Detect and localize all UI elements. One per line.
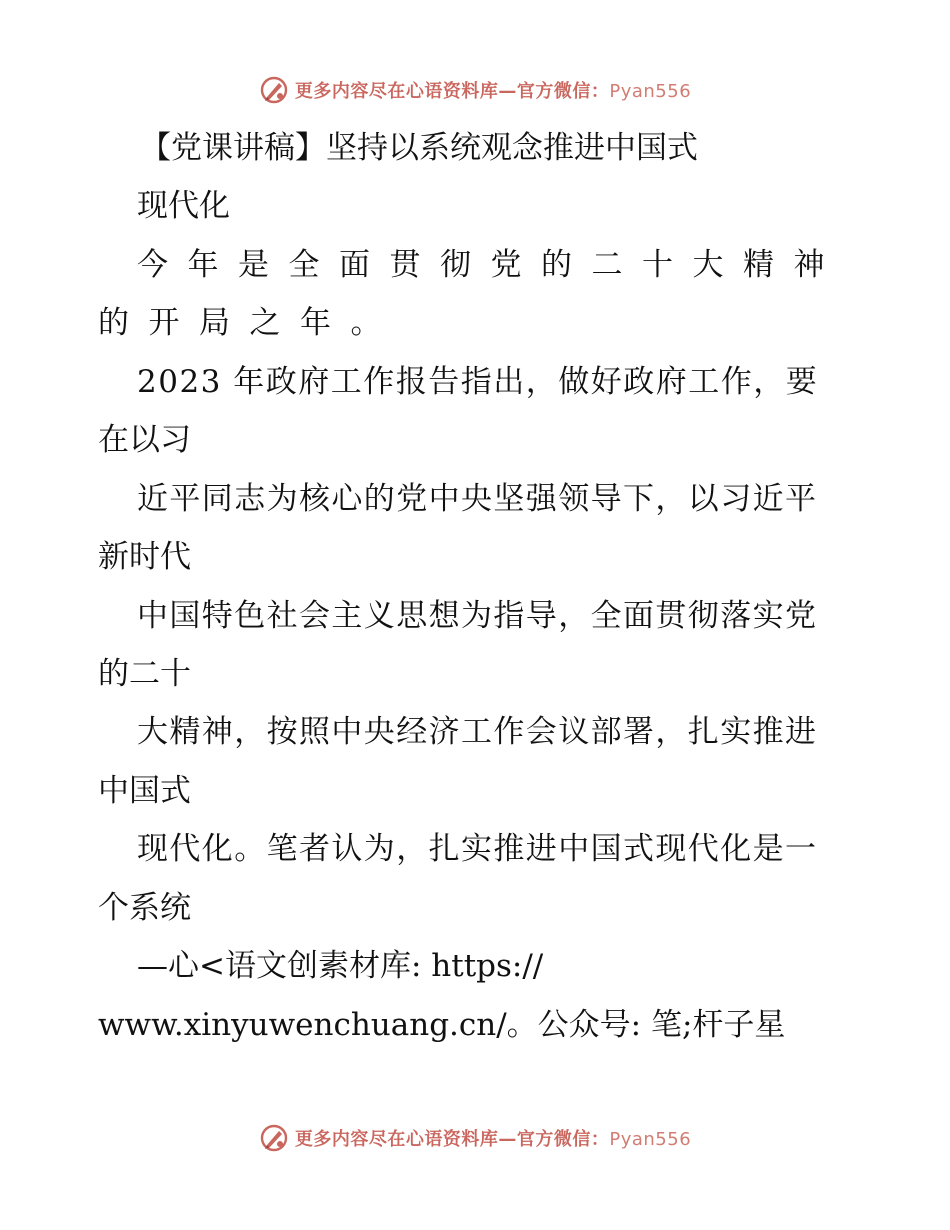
source-line-2: www.xinyuwenchuang.cn/。公众号: 笔;杆子星 [98,1007,786,1043]
paragraph-2-line-6: 的二十 [98,656,191,692]
paragraph-2-line-5: 中国特色社会主义思想为指导，全面贯彻落实党 [137,598,818,634]
source-line-1: —心<语文创素材库: https:// [137,948,544,984]
document-title-line-1: 【党课讲稿】坚持以系统观念推进中国式 [140,130,698,166]
paragraph-2-line-4: 新时代 [98,539,191,575]
paragraph-2-line-8: 中国式 [98,773,191,809]
paragraph-1-line-1: 今年是全面贯彻党的二十大精神 [137,247,844,283]
paragraph-2-line-9: 现代化。笔者认为，扎实推进中国式现代化是一 [137,831,818,867]
footer-watermark-text: 更多内容尽在心语资料库—官方微信：Pyan556 [294,1129,692,1150]
paragraph-1-line-2: 的开局之年。 [98,305,401,341]
paragraph-2-line-7: 大精神，按照中央经济工作会议部署，扎实推进 [137,714,818,750]
pen-logo-icon [259,75,289,105]
footer-watermark-banner [0,1118,950,1158]
header-watermark-text: 更多内容尽在心语资料库—官方微信：Pyan556 [294,81,692,102]
paragraph-2-line-10: 个系统 [98,890,191,926]
paragraph-2-line-3: 近平同志为核心的党中央坚强领导下，以习近平 [137,481,818,517]
document-title-line-2: 现代化 [137,188,230,224]
footer-watermark-handle: Pyan556 [609,1129,692,1150]
paragraph-2-line-1: 2023 年政府工作报告指出，做好政府工作，要 [137,364,819,400]
header-watermark-handle: Pyan556 [609,81,692,102]
header-watermark-banner [0,70,950,110]
pen-logo-icon [259,1123,289,1153]
paragraph-2-line-2: 在以习 [98,422,191,458]
